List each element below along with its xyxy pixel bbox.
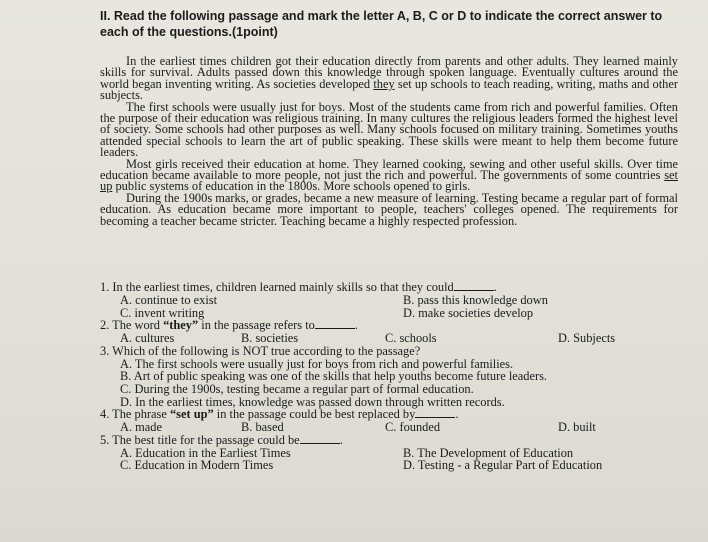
question-5-stem: 5. The best title for the passage could be [100, 432, 300, 447]
question-2: 2. The word “they” in the passage refers to . A. cultures B. societies C. schools D. Subjects [100, 318, 616, 346]
answer-blank [315, 319, 355, 329]
option-a[interactable]: A. Education in the Earliest Times [120, 445, 291, 460]
question-3 [100, 345, 690, 408]
option-b[interactable]: B. pass this knowledge down [403, 292, 548, 307]
question-3-stem: 3. Which of the following is NOT true according to the passage? [100, 343, 421, 358]
option-d[interactable]: D. Subjects [558, 331, 616, 346]
reading-passage [100, 56, 678, 227]
option-c[interactable]: C. During the 1900s, testing became a regular part of formal education. [120, 381, 474, 396]
option-c[interactable]: C. founded [385, 419, 441, 434]
passage-paragraph-4: During the 1900s marks, or grades, became a new measure of learning. Testing became a regular part of formal education. As education became more important to people, teachers' colleges opened. The requirements for becoming a teacher became stricter. Teaching became a highly respected profession. [100, 190, 678, 228]
underlined-phrase-set-up: set up [100, 168, 678, 194]
quoted-phrase: “set up” [169, 407, 214, 422]
option-a[interactable]: A. made [120, 419, 162, 434]
option-a[interactable]: A. continue to exist [120, 292, 218, 307]
option-a[interactable]: A. cultures [120, 331, 175, 346]
passage-paragraph-2: The first schools were usually just for boys. Most of the students came from rich and powerful families. Often the purpose of their education was religious training. In many cultures the religious leaders formed the highest level of society. Some schools had other purposes as well. Many schools focused on military training. Sometimes youths attended special schools to learn the art of public speaking. These skills were meant to help them become future leaders. [100, 99, 678, 160]
passage-paragraph-3: Most girls received their education at home. They learned cooking, sewing and other useful skills. Over time education became available to more people, not just the rich and powerful. The governments of some countries set up public systems of education in the 1800s. More schools opened to girls. [100, 156, 678, 194]
exercise-points: (1point) [231, 25, 278, 39]
exercise-instruction: II. Read the following passage and mark the letter A, B, C or D to indicate the correct answer to each of the questions. [100, 9, 663, 39]
answer-blank [454, 281, 494, 291]
exercise-heading [100, 8, 690, 40]
option-b[interactable]: B. The Development of Education [403, 445, 574, 460]
question-1-stem: 1. In the earliest times, children learned mainly skills so that they could [100, 280, 454, 294]
question-1: 1. In the earliest times, children learned mainly skills so that they could . A. continue to exist B. pass this knowledge down C. invent writing D. make societies develop [100, 280, 548, 320]
answer-blank [415, 408, 455, 418]
quoted-word: “they” [163, 318, 199, 333]
option-c[interactable]: C. Education in Modern Times [120, 458, 274, 473]
option-d[interactable]: D. built [558, 419, 596, 434]
option-d[interactable]: D. Testing - a Regular Part of Education [403, 458, 603, 473]
passage-paragraph-1: In the earliest times children got their education directly from parents and other adults. They learned mainly skills for survival. Adults passed down this knowledge through spoken language. Eventually cultures around the world began inventing writing. As societies developed they set up schools to teach reading, writing, maths and other subjects. [100, 54, 678, 103]
option-b[interactable]: B. based [241, 419, 284, 434]
option-b[interactable]: B. Art of public speaking was one of the skills that help youths become future leaders. [120, 369, 548, 384]
answer-blank [300, 434, 340, 444]
option-d[interactable]: D. In the earliest times, knowledge was passed down through written records. [120, 394, 505, 409]
option-c[interactable]: C. invent writing [120, 305, 205, 320]
question-list [100, 281, 690, 472]
question-4: 4. The phrase “set up” in the passage could be best replaced by . A. made B. based C. founded D. built [100, 407, 596, 434]
option-a[interactable]: A. The first schools were usually just for boys from rich and powerful families. [120, 356, 514, 371]
question-5: 5. The best title for the passage could be . A. Education in the Earliest Times B. The Development of Education C. Education in Modern Times D. Testing - a Regular Part of Education [100, 432, 603, 473]
option-d[interactable]: D. make societies develop [403, 305, 534, 320]
underlined-word-they: they [373, 76, 395, 91]
option-b[interactable]: B. societies [241, 331, 299, 346]
option-c[interactable]: C. schools [385, 331, 437, 346]
